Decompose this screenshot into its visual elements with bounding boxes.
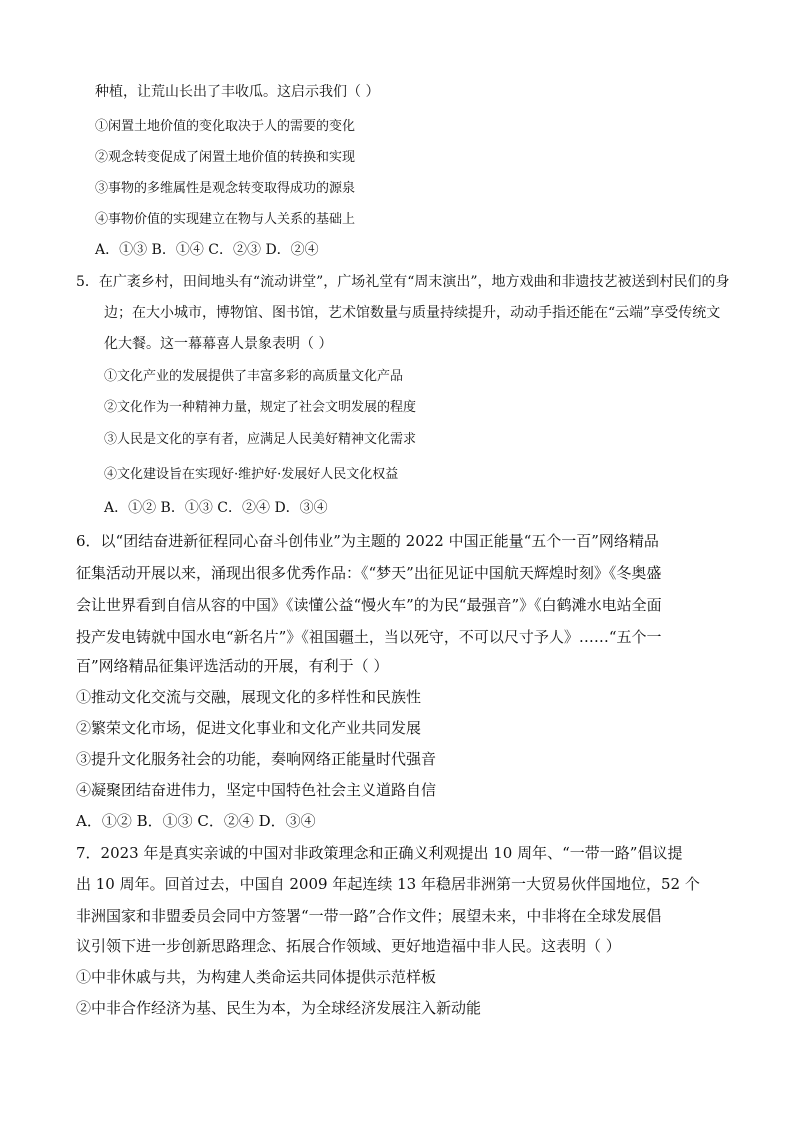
q6-option-4: ④凝聚团结奋进伟力，坚定中国特色社会主义道路自信 [76,781,437,799]
q7-option-2: ②中非合作经济为基、民生为本，为全球经济发展注入新动能 [76,999,482,1017]
q5-stem-line-2: 边；在大小城市，博物馆、图书馆，艺术馆数量与质量持续提升，动动手指还能在“云端”享受传统文 [104,305,721,321]
q6-stem-line-5: 百”网络精品征集评选活动的开展，有利于（ ） [76,657,389,675]
q4-option-3: ③事物的多维属性是观念转变取得成功的源泉 [95,181,356,196]
q6-stem-line-4: 投产发电铸就中国水电“新名片”》《祖国疆土，当以死守，不可以尺寸予人》……“五个一 [76,628,662,646]
q7-option-1: ①中非休戚与共，为构建人类命运共同体提供示范样板 [76,968,437,986]
q5-stem-line-3: 化大餐。这一幕幕喜人景象表明（ ） [104,336,333,352]
q5-option-4: ④文化建设旨在实现好·维护好·发展好人民文化权益 [104,467,399,482]
q6-option-1: ①推动文化交流与交融，展现文化的多样性和民族性 [76,688,422,706]
q4-option-4: ④事物价值的实现建立在物与人关系的基础上 [95,212,356,227]
q4-stem-tail: 种植，让荒山长出了丰收瓜。这启示我们（ ） [95,84,380,100]
q7-stem-line-3: 非洲国家和非盟委员会同中方签署“一带一路”合作文件；展望未来，中非将在全球发展倡 [76,907,662,925]
q6-option-3: ③提升文化服务社会的功能，奏响网络正能量时代强音 [76,750,437,768]
q4-choices: A．①③ B．①④ C．②③ D．②④ [95,242,319,258]
q5-stem-line-1: 5．在广袤乡村，田间地头有“流动讲堂”，广场礼堂有“周末演出”，地方戏曲和非遗技艺被送到村民们的身 [76,274,730,290]
q7-stem-line-2: 出 10 周年。回首过去，中国自 2009 年起连续 13 年稳居非洲第一大贸易伙伴国地位，52 个 [76,875,700,893]
q5-choices: A．①② B．①③ C．②④ D．③④ [104,500,328,516]
q6-choices: A．①② B．①③ C．②④ D．③④ [76,812,316,830]
q7-stem-line-4: 议引领下进一步创新思路理念、拓展合作领域、更好地造福中非人民。这表明（ ） [76,937,621,955]
q6-stem-line-2: 征集活动开展以来，涌现出很多优秀作品：《“梦天”出征见证中国航天辉煌时刻》《冬奥盛 [76,564,662,582]
q4-option-2: ②观念转变促成了闲置土地价值的转换和实现 [95,150,356,165]
q6-stem-line-1: 6．以“团结奋进新征程同心奋斗创伟业”为主题的 2022 中国正能量“五个一百”网络精品 [76,532,659,550]
q5-option-2: ②文化作为一种精神力量，规定了社会文明发展的程度 [104,400,417,415]
q6-stem-line-3: 会让世界看到自信从容的中国》《读懂公益“慢火车”的为民“最强音”》《白鹤滩水电站全面 [76,596,662,614]
q6-option-2: ②繁荣文化市场，促进文化事业和文化产业共同发展 [76,719,422,737]
q5-option-3: ③人民是文化的享有者，应满足人民美好精神文化需求 [104,432,417,447]
q5-option-1: ①文化产业的发展提供了丰富多彩的高质量文化产品 [104,369,404,384]
q7-stem-line-1: 7．2023 年是真实亲诚的中国对非政策理念和正确义利观提出 10 周年、“一带一路”倡议提 [76,844,683,862]
q4-option-1: ①闲置土地价值的变化取决于人的需要的变化 [95,119,356,134]
